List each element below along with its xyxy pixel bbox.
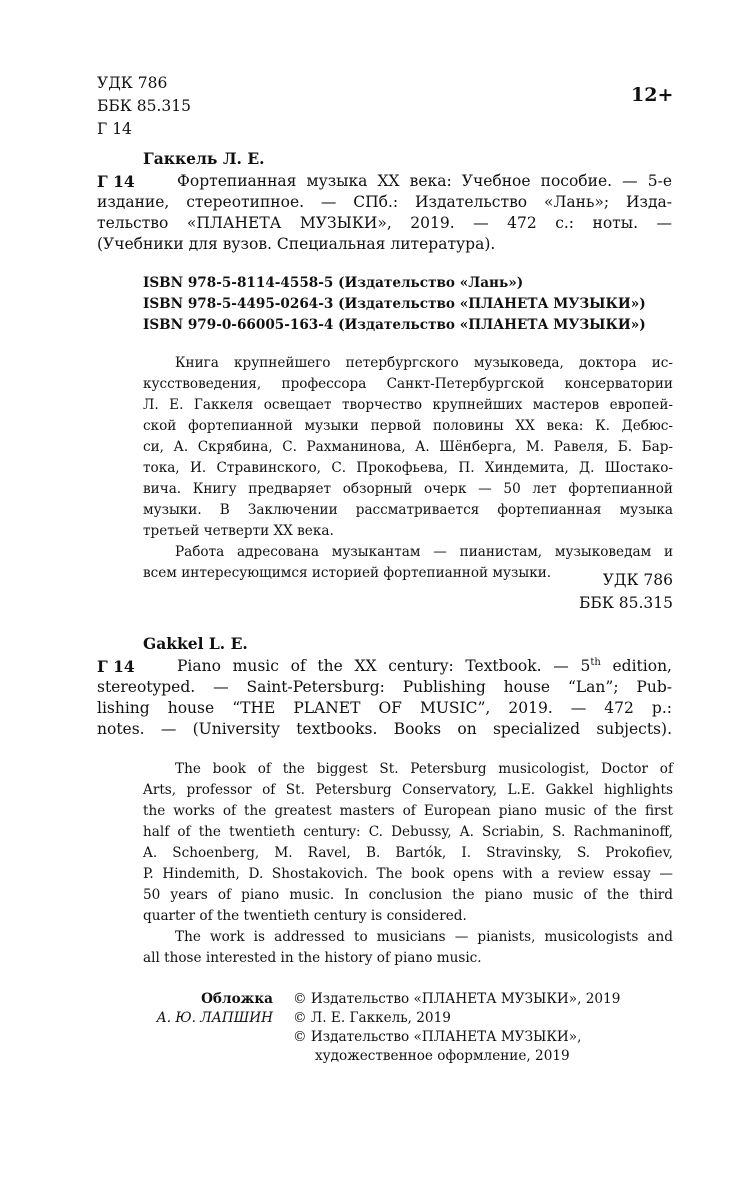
ru-audience-line: всем интересующимся историей фортепианной музыки.	[143, 565, 552, 581]
en-abstract-line: Arts, professor of St. Petersburg Conservatory, L.E. Gakkel highlights	[143, 782, 673, 798]
cover-label: Обложка	[201, 991, 273, 1007]
en-bib-line: notes. — (University textbooks. Books on specialized subjects).	[97, 720, 672, 738]
udk-bottom: УДК 786	[602, 571, 673, 589]
ru-abstract	[143, 353, 673, 584]
en-abstract	[143, 759, 673, 969]
isbn-list	[143, 273, 646, 336]
en-audience-line: The work is addressed to musicians — pianists, musicologists and	[175, 929, 673, 945]
ru-abstract-line: ской фортепианной музыки первой половины XX века: К. Дебюс-	[143, 418, 673, 434]
ru-abstract-line: музыки. В Заключении рассматривается фортепианная музыка	[143, 502, 673, 518]
en-abstract-line: half of the twentieth century: C. Debussy, A. Scriabin, S. Rachmaninoff,	[143, 824, 673, 840]
ru-bib-line: тельство «ПЛАНЕТА МУЗЫКИ», 2019. — 472 с.: ноты. —	[97, 214, 672, 232]
en-author: Gakkel L. E.	[143, 634, 248, 653]
age-rating: 12+	[631, 84, 674, 106]
en-bib-line: lishing house “THE PLANET OF MUSIC”, 2019. — 472 p.:	[97, 699, 672, 717]
author-code-top: Г 14	[97, 120, 132, 138]
en-bib-title: Piano music of the XX century: Textbook. — 5	[177, 657, 591, 675]
en-abstract-line: A. Schoenberg, M. Ravel, B. Bartók, I. Stravinsky, S. Prokofiev,	[143, 845, 673, 861]
ru-abstract-line: третьей четверти XX века.	[143, 523, 334, 539]
ru-bib-line: Фортепианная музыка XX века: Учебное пособие. — 5-е	[177, 172, 672, 190]
en-abstract-line: quarter of the twentieth century is considered.	[143, 908, 467, 924]
en-abstract-line: the works of the greatest masters of European piano music of the first	[143, 803, 673, 819]
isbn-line: ISBN 978-5-4495-0264-3 (Издательство «ПЛАНЕТА МУЗЫКИ»)	[143, 296, 646, 312]
udk-top: УДК 786	[97, 74, 168, 92]
ru-bib-line: издание, стереотипное. — СПб.: Издательство «Лань»; Изда-	[97, 193, 672, 211]
bbk-bottom: ББК 85.315	[579, 594, 673, 612]
bbk-top: ББК 85.315	[97, 97, 191, 115]
en-code: Г 14	[97, 657, 135, 676]
en-abstract-line: P. Hindemith, D. Shostakovich. The book opens with a review essay —	[143, 866, 673, 882]
en-bib-edition-suffix: th	[590, 656, 601, 668]
ru-abstract-line: Книга крупнейшего петербургского музыковеда, доктора ис-	[175, 355, 673, 371]
en-abstract-line: 50 years of piano music. In conclusion the piano music of the third	[143, 887, 673, 903]
en-bib-edition: edition,	[600, 657, 672, 675]
en-audience-line: all those interested in the history of piano music.	[143, 950, 482, 966]
ru-bib-line: (Учебники для вузов. Специальная литература).	[97, 235, 496, 253]
ru-abstract-line: кусствоведения, профессора Санкт-Петербургской консерватории	[143, 376, 673, 392]
ru-bibliographic-description	[97, 171, 672, 255]
ru-code: Г 14	[97, 172, 135, 191]
isbn-line: ISBN 978-5-8114-4558-5 (Издательство «Лань»)	[143, 275, 524, 291]
ru-audience-line: Работа адресована музыкантам — пианистам, музыковедам и	[175, 544, 673, 560]
ru-abstract-line: тока, И. Стравинского, С. Прокофьева, П. Хиндемита, Д. Шостако-	[143, 460, 673, 476]
ru-abstract-line: си, А. Скрябина, С. Рахманинова, А. Шёнберга, М. Равеля, Б. Бар-	[143, 439, 673, 455]
cover-artist: А. Ю. ЛАПШИН	[156, 1010, 273, 1026]
copyright-block	[293, 989, 620, 1065]
en-bib-line	[177, 656, 672, 677]
copyright-line: художественное оформление, 2019	[315, 1048, 570, 1064]
copyright-line: © Л. Е. Гаккель, 2019	[293, 1010, 451, 1026]
en-bib-line: stereotyped. — Saint-Petersburg: Publishing house “Lan”; Pub-	[97, 678, 672, 696]
isbn-line: ISBN 979-0-66005-163-4 (Издательство «ПЛАНЕТА МУЗЫКИ»)	[143, 317, 646, 333]
ru-author: Гаккель Л. Е.	[143, 149, 265, 168]
copyright-line: © Издательство «ПЛАНЕТА МУЗЫКИ»,	[293, 1029, 582, 1045]
ru-abstract-line: вича. Книгу предваряет обзорный очерк — 50 лет фортепианной	[143, 481, 673, 497]
ru-abstract-line: Л. Е. Гаккеля освещает творчество крупнейших мастеров европей-	[143, 397, 673, 413]
en-bibliographic-description	[97, 656, 672, 740]
copyright-line: © Издательство «ПЛАНЕТА МУЗЫКИ», 2019	[293, 991, 621, 1007]
en-abstract-line: The book of the biggest St. Petersburg musicologist, Doctor of	[175, 761, 673, 777]
